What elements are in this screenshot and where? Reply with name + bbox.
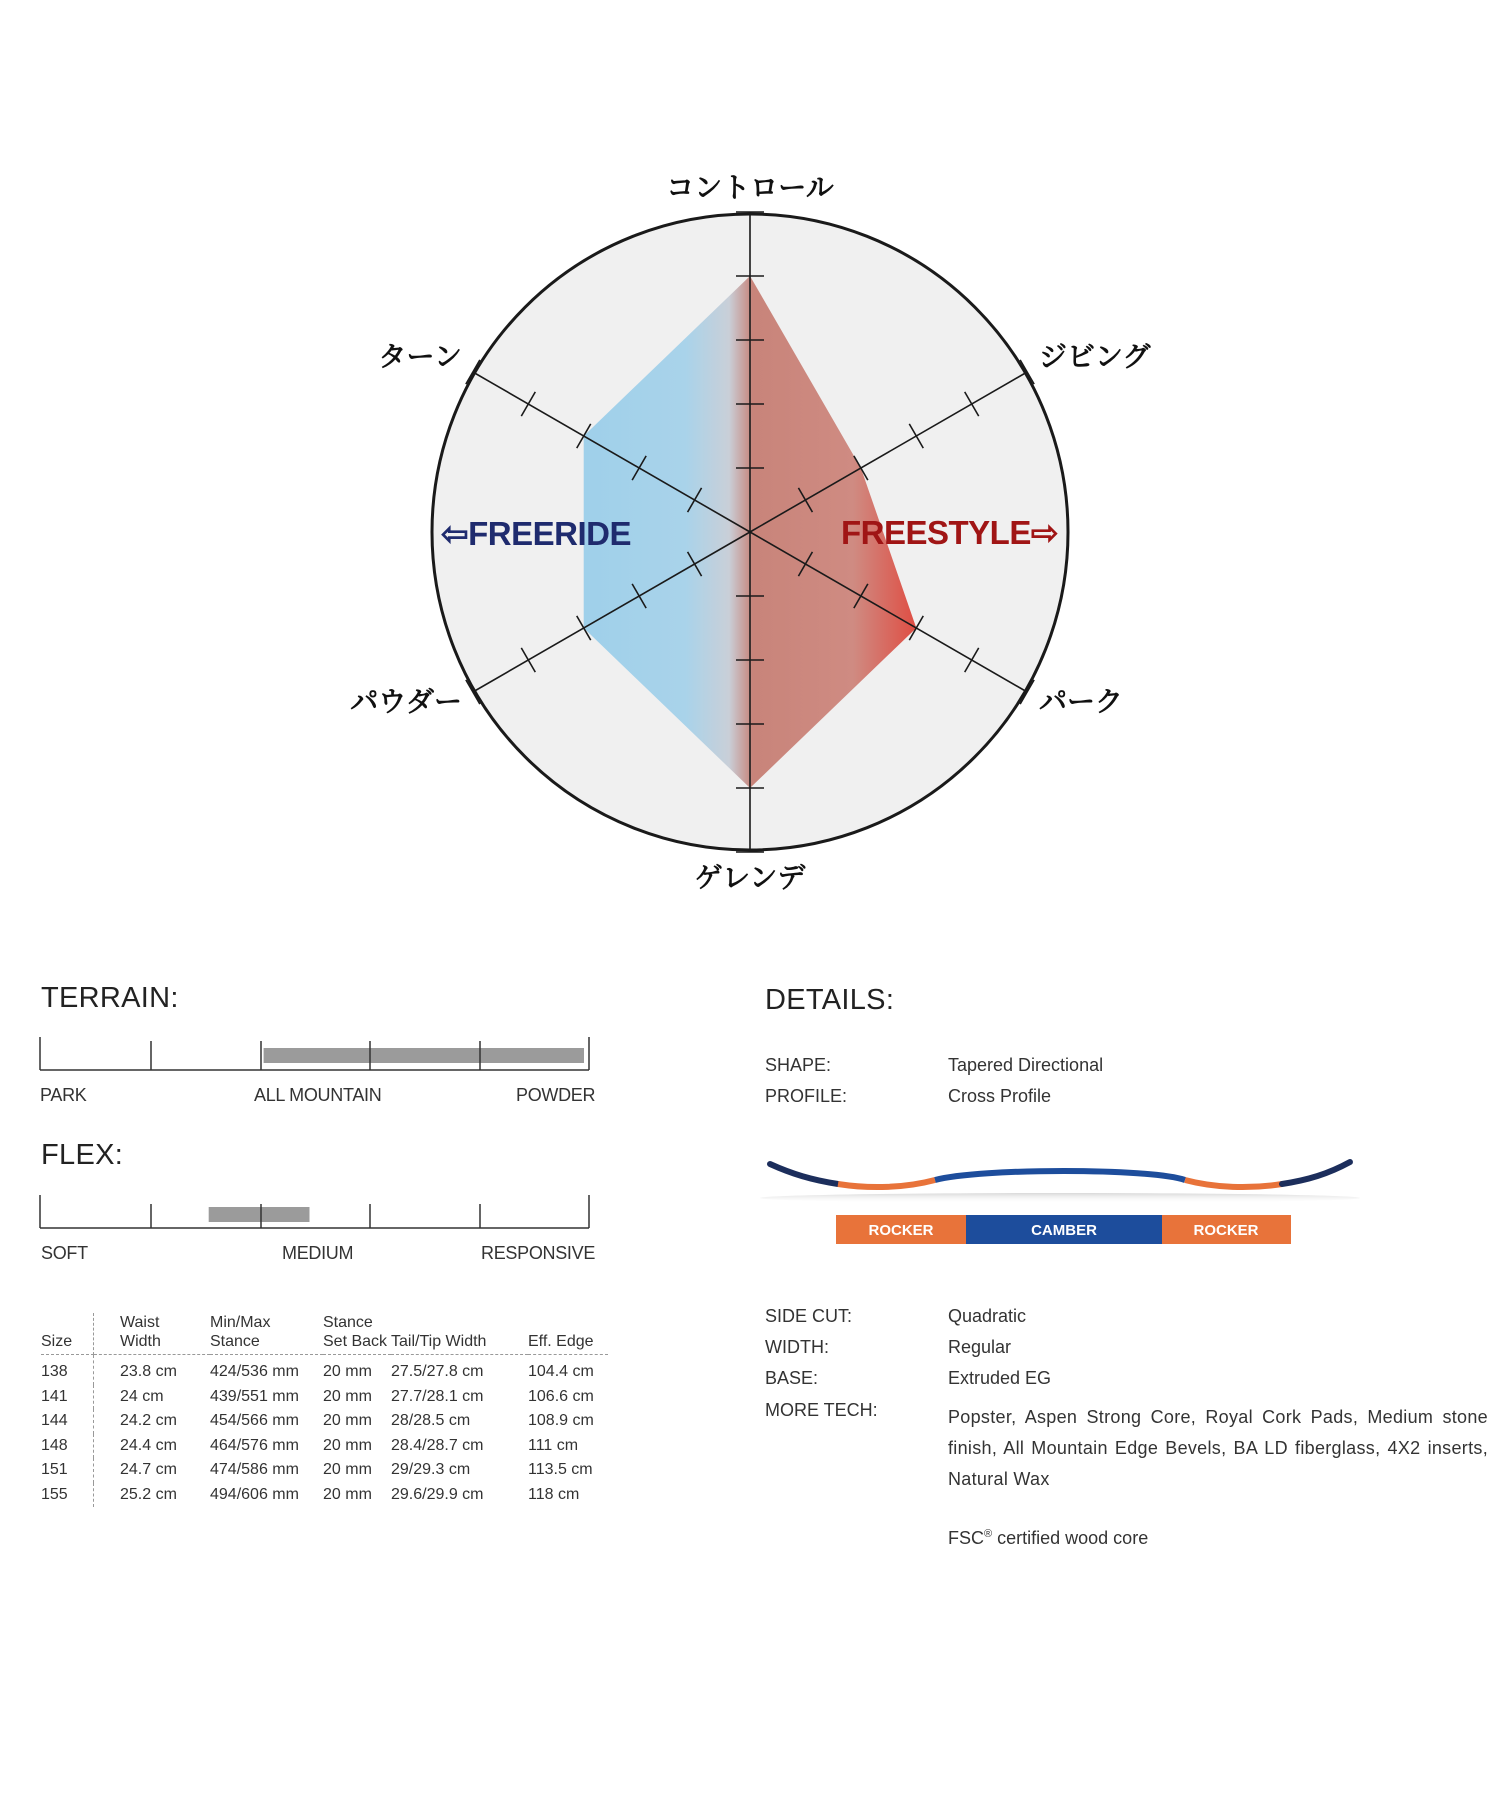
cell-size: 148 (41, 1434, 94, 1459)
profile-diagram (760, 1150, 1370, 1260)
detail-width-value: Regular (948, 1337, 1012, 1357)
cell-size: 151 (41, 1458, 94, 1483)
cell-minmax: 464/576 mm (210, 1436, 299, 1454)
cell-edge: 104.4 cm (528, 1363, 594, 1381)
header-waist-width: Waist Width (94, 1313, 211, 1355)
terrain-scale (38, 1035, 594, 1075)
table-row (41, 1458, 608, 1483)
terrain-label-powder: POWDER (516, 1085, 596, 1105)
fsc-note (948, 1528, 1148, 1549)
profile-rocker-left (838, 1180, 935, 1187)
detail-width-key: WIDTH: (765, 1337, 829, 1357)
header-min-max-stance: Min/Max Stance (210, 1313, 323, 1355)
detail-sidecut-value: Quadratic (948, 1306, 1027, 1326)
terrain-title: TERRAIN: (41, 982, 179, 1014)
detail-base-key: BASE: (765, 1368, 819, 1388)
cell-size: 138 (41, 1355, 94, 1385)
detail-more-tech-value: Popster, Aspen Strong Core, Royal Cork Pads, Medium stone finish, All Mountain Edge Bevels, BA LD fiberglass, 4X2 inserts, Natural Wax (948, 1407, 1488, 1489)
cell-tailtip: 27.5/27.8 cm (391, 1363, 484, 1381)
detail-shape-key: SHAPE: (765, 1055, 832, 1075)
cell-size: 144 (41, 1409, 94, 1434)
cell-setback: 20 mm (323, 1363, 372, 1381)
table-row (41, 1409, 608, 1434)
cell-setback: 20 mm (323, 1485, 372, 1503)
cell-waist: 25.2 cm (120, 1485, 177, 1503)
flex-label-responsive: RESPONSIVE (481, 1243, 596, 1263)
header-stance-setback: Stance Set Back (323, 1313, 391, 1355)
header-tail-tip-width: Tail/Tip Width (391, 1313, 528, 1355)
profile-camber (935, 1171, 1185, 1180)
cell-edge: 113.5 cm (528, 1461, 593, 1479)
axis-label-park: パーク (1039, 685, 1124, 718)
cell-waist: 24 cm (120, 1387, 164, 1405)
cell-edge: 106.6 cm (528, 1387, 594, 1405)
rocker-right-label: ROCKER (1193, 1222, 1259, 1239)
details-title: DETAILS: (765, 984, 895, 1016)
cell-tailtip: 28/28.5 cm (391, 1412, 471, 1430)
detail-sidecut-key: SIDE CUT: (765, 1306, 853, 1326)
cell-setback: 20 mm (323, 1387, 372, 1405)
axis-label-jibbing: ジビング (1039, 340, 1151, 373)
table-row (41, 1483, 608, 1508)
flex-label-medium: MEDIUM (282, 1243, 354, 1263)
rocker-left-label: ROCKER (868, 1222, 934, 1239)
cell-waist: 24.4 cm (120, 1436, 177, 1454)
profile-shadow (760, 1193, 1360, 1203)
flex-scale (38, 1193, 594, 1233)
cell-setback: 20 mm (323, 1436, 372, 1454)
freestyle-label: FREESTYLE⇨ (840, 514, 1058, 551)
cell-edge: 118 cm (528, 1485, 580, 1503)
cell-edge: 108.9 cm (528, 1412, 594, 1430)
cell-tailtip: 29/29.3 cm (391, 1461, 471, 1479)
cell-waist: 23.8 cm (120, 1363, 177, 1381)
cell-size: 141 (41, 1385, 94, 1410)
cell-setback: 20 mm (323, 1412, 372, 1430)
terrain-label-park: PARK (40, 1085, 87, 1105)
axis-label-powder: パウダー (350, 685, 462, 718)
flex-range-bar (209, 1207, 310, 1222)
detail-profile-value: Cross Profile (948, 1086, 1052, 1106)
terrain-range-bar (264, 1048, 584, 1063)
axis-label-groomer: ゲレンデ (694, 861, 806, 894)
cell-tailtip: 29.6/29.9 cm (391, 1485, 484, 1503)
cell-minmax: 454/566 mm (210, 1412, 299, 1430)
camber-label: CAMBER (1031, 1222, 1097, 1239)
cell-minmax: 494/606 mm (210, 1485, 299, 1503)
axis-label-control: コントロール (666, 171, 834, 204)
cell-edge: 111 cm (528, 1436, 579, 1454)
table-row (41, 1434, 608, 1459)
cell-size: 155 (41, 1483, 94, 1508)
detail-base-value: Extruded EG (948, 1368, 1052, 1388)
profile-tip-right (1282, 1162, 1350, 1184)
terrain-label-all-mountain: ALL MOUNTAIN (254, 1085, 382, 1105)
flex-label-soft: SOFT (41, 1243, 88, 1263)
fsc-registered-mark: ® (984, 1528, 993, 1540)
fsc-mark: FSC (948, 1528, 984, 1548)
spec-table-header (41, 1313, 608, 1355)
cell-waist: 24.7 cm (120, 1461, 177, 1479)
header-size: Size (41, 1313, 94, 1355)
table-row (41, 1355, 608, 1385)
spec-table (41, 1313, 608, 1507)
cell-minmax: 474/586 mm (210, 1461, 299, 1479)
detail-shape-value: Tapered Directional (948, 1055, 1104, 1075)
profile-rocker-right (1185, 1180, 1282, 1187)
cell-waist: 24.2 cm (120, 1412, 177, 1430)
cell-tailtip: 27.7/28.1 cm (391, 1387, 484, 1405)
cell-minmax: 439/551 mm (210, 1387, 299, 1405)
profile-tip-left (770, 1164, 838, 1184)
flex-title: FLEX: (41, 1139, 124, 1171)
fsc-text: certified wood core (997, 1528, 1149, 1548)
cell-setback: 20 mm (323, 1461, 372, 1479)
freeride-label: ⇦FREERIDE (441, 515, 632, 552)
cell-minmax: 424/536 mm (210, 1363, 299, 1381)
detail-profile-key: PROFILE: (765, 1086, 848, 1106)
axis-label-turn: ターン (378, 340, 462, 373)
table-row (41, 1385, 608, 1410)
header-eff-edge: Eff. Edge (528, 1313, 608, 1355)
detail-more-tech-key: MORE TECH: (765, 1400, 878, 1420)
cell-tailtip: 28.4/28.7 cm (391, 1436, 484, 1454)
